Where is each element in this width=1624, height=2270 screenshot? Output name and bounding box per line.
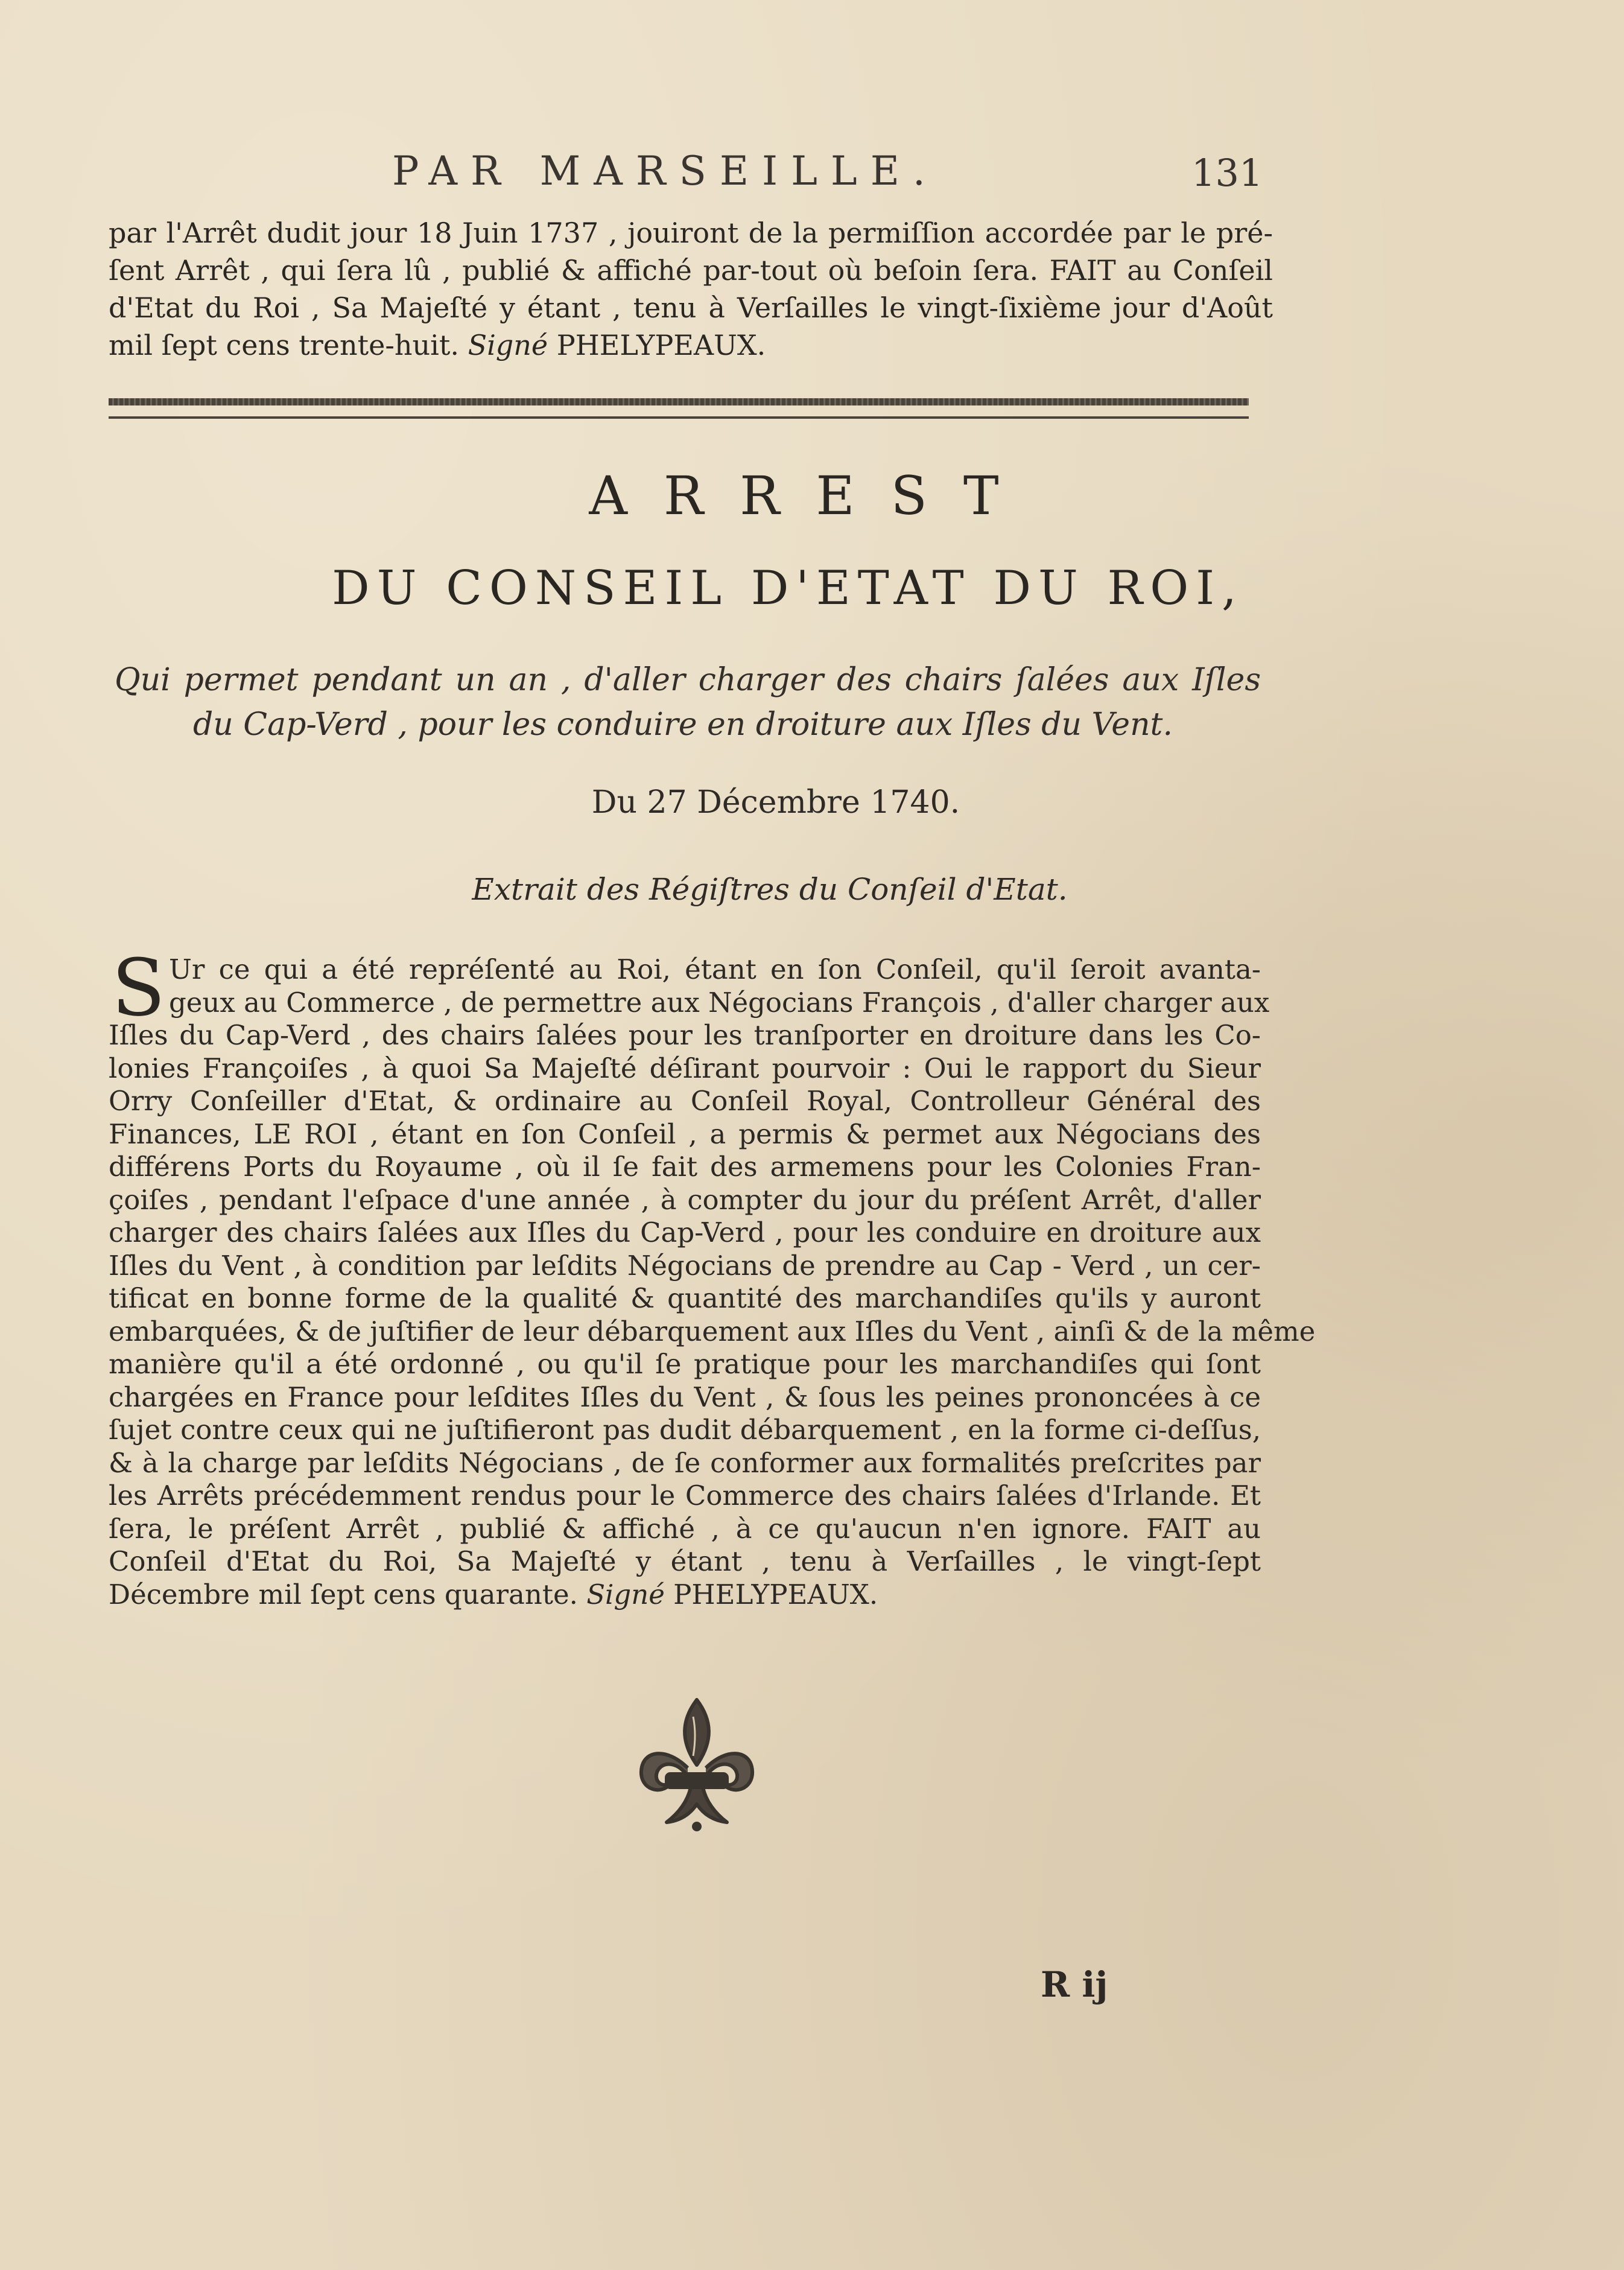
body-line: lonies Françoiſes , à quoi Sa Majeſté déſirant pourvoir : Oui le rapport du Sieur (109, 1052, 1261, 1084)
conseil-title: DU CONSEIL D'ETAT DU ROI, (332, 561, 1244, 615)
signatory-name: PHELYPEAUX. (673, 1578, 878, 1610)
page-number: 131 (1191, 151, 1263, 195)
ornamental-rule (109, 398, 1249, 405)
fleur-de-lis-ornament (630, 1693, 763, 1831)
body-line: différens Ports du Royaume , où il ſe fait des armemens pour les Colonies Fran- (109, 1151, 1261, 1183)
description-line: Qui permet pendant un an , d'aller charger des chairs ſalées aux Iſles (115, 662, 1261, 698)
body-line: les Arrêts précédemment rendus pour le Commerce des chairs ſalées d'Irlande. Et (109, 1480, 1261, 1512)
body-line: Iſles du Cap-Verd , des chairs ſalées pour les tranſporter en droiture dans les Co- (109, 1019, 1261, 1051)
body-line: çoiſes , pendant l'eſpace d'une année , à compter du jour du préſent Arrêt, d'aller (109, 1183, 1261, 1216)
fait-word: FAIT (1146, 1512, 1211, 1545)
body-line: geux au Commerce , de permettre aux Négocians François , d'aller charger aux (169, 986, 1270, 1019)
continuation-paragraph (109, 214, 1273, 364)
body-line: Finances, LE ROI , étant en ſon Conſeil , a permis & permet aux Négocians des (109, 1118, 1261, 1150)
signature-mark: R ij (1041, 1964, 1108, 2005)
text-line: d'Etat du Roi , Sa Majeſté y étant , tenu à Verſailles le vingt-ſixième jour d'Août (109, 291, 1273, 324)
description-line: du Cap-Verd , pour les conduire en droiture aux Iſles du Vent. (193, 707, 1173, 743)
arrest-title: ARREST (589, 465, 1035, 527)
body-line: Conſeil d'Etat du Roi, Sa Majeſté y étant , tenu à Verſailles , le vingt-ſept (109, 1545, 1261, 1577)
body-line: charger des chairs ſalées aux Iſles du Cap-Verd , pour les conduire en droiture aux (109, 1216, 1261, 1248)
body-line: chargées en France pour leſdites Iſles du Vent , & ſous les peines prononcées à ce (109, 1381, 1261, 1413)
body-line: manière qu'il a été ordonné , ou qu'il ſe pratique pour les marchandiſes qui ſont (109, 1348, 1261, 1380)
drop-cap: S (112, 942, 166, 1034)
arrest-date: Du 27 Décembre 1740. (591, 784, 960, 821)
divider-rule (109, 416, 1249, 419)
body-line: Iſles du Vent , à condition par leſdits Négocians de prendre au Cap - Verd , un cer- (109, 1249, 1261, 1282)
text-line: par l'Arrêt dudit jour 18 Juin 1737 , jouiront de la permiſſion accordée par le pré- (109, 217, 1273, 249)
body-line: tificat en bonne forme de la qualité & quantité des marchandiſes qu'ils y auront (109, 1282, 1261, 1314)
body-line: & à la charge par leſdits Négocians , de ſe conformer aux formalités preſcrites par (109, 1446, 1261, 1479)
running-head: PAR MARSEILLE. (392, 148, 939, 194)
text-line: mil ſept cens trente-huit. Signé PHELYPEAUX. (109, 329, 766, 361)
body-line: embarquées, & de juſtifier de leur débarquement aux Iſles du Vent , ainſi & de la même (109, 1315, 1316, 1347)
fait-word: FAIT (1049, 254, 1116, 287)
body-line: ſujet contre ceux qui ne juſtifieront pas dudit débarquement , en la forme ci-deſſus, (109, 1414, 1261, 1446)
extract-heading: Extrait des Régiſtres du Conſeil d'Etat. (472, 872, 1068, 907)
body-line: ſera, le préſent Arrêt , publié & affiché , à ce qu'aucun n'en ignore. FAIT au (109, 1512, 1261, 1545)
body-line: Ur ce qui a été repréſenté au Roi, étant en ſon Conſeil, qu'il ſeroit avanta- (169, 953, 1261, 985)
text-line: ſent Arrêt , qui ſera lû , publié & affiché par-tout où beſoin ſera. FAIT au Conſeil (109, 254, 1273, 287)
body-paragraph (109, 953, 1316, 1611)
arrest-description (115, 658, 1261, 747)
signatory-name: PHELYPEAUX. (556, 329, 766, 361)
body-line: Décembre mil ſept cens quarante. Signé PHELYPEAUX. (109, 1578, 878, 1610)
body-line: Orry Conſeiller d'Etat, & ordinaire au Conſeil Royal, Controlleur Général des (109, 1085, 1261, 1117)
signe-word: Signé (468, 329, 548, 361)
signe-word: Signé (586, 1578, 665, 1610)
